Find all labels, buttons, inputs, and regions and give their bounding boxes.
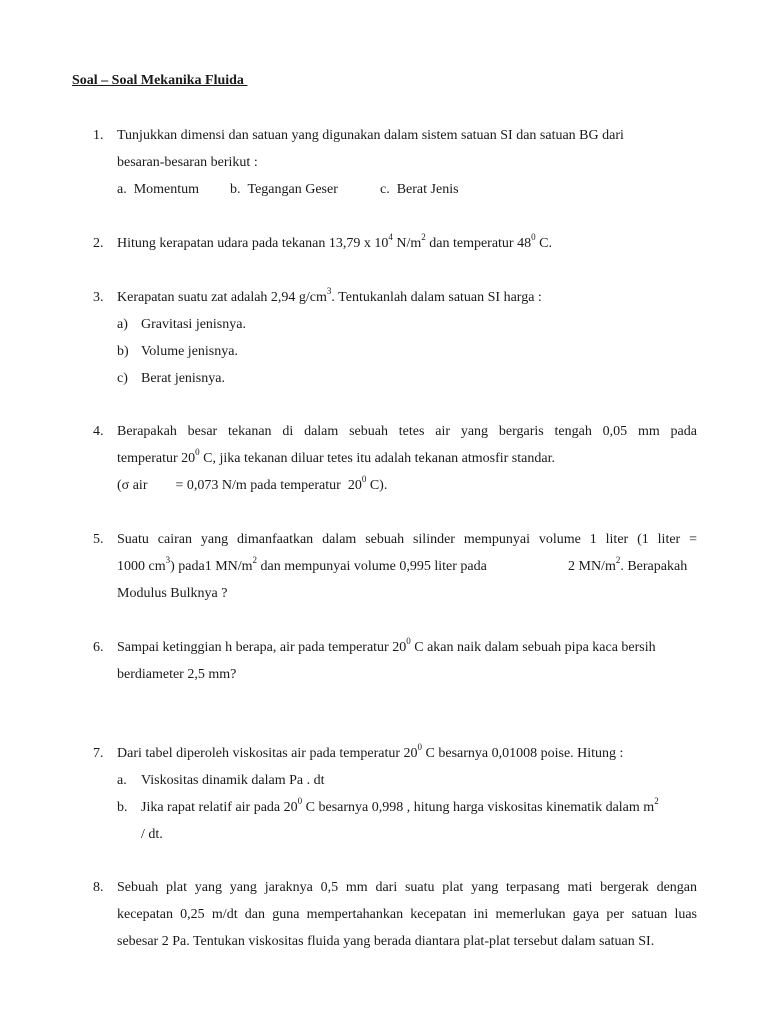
question-text: berdiameter 2,5 mm? [117, 667, 237, 682]
question-text: Kerapatan suatu zat adalah 2,94 $g/cm^3$. Tentukanlah dalam satuan SI harga : [117, 286, 542, 305]
page-title: Soal – Soal Mekanika Fluida [72, 73, 248, 88]
option-text: Berat Jenis [396, 182, 459, 197]
question-text: Tunjukkan dimensi dan satuan yang digunakan dalam sistem satuan SI dan satuan BG dari [117, 128, 624, 143]
question-text: Hitung kerapatan udara pada tekanan 13,79 x $10^4$ $N/m^2$ dan temperatur $48^0$ C. [117, 232, 552, 251]
question-number: 3. [93, 290, 104, 305]
question-number: 4. [93, 424, 104, 439]
question-number: 5. [93, 532, 104, 547]
list-item: b. Jika rapat relatif air pada $20^0$ C besarnya 0,998 , hitung harga viskositas kinematik dalam $m^2$ [117, 796, 659, 815]
list-item: c) Berat jenisnya. [117, 371, 225, 386]
list-item-continued: / dt. [141, 827, 163, 842]
option-c [380, 176, 459, 203]
option-text: Momentum [133, 182, 200, 197]
question-number: 8. [93, 880, 104, 895]
question-text: temperatur $20^0$ C, jika tekanan diluar tetes itu adalah tekanan atmosfir standar. [117, 447, 555, 466]
question-text: Berapakah besar tekanan di dalam sebuah tetes air yang bergaris tengah 0,05 mm pada [117, 424, 697, 439]
question-text: Modulus Bulknya ? [117, 586, 228, 601]
list-item: a. Viskositas dinamik dalam Pa . dt [117, 773, 325, 788]
option-label: a. [117, 182, 127, 197]
question-text: kecepatan 0,25 m/dt dan guna mempertahankan kecepatan ini memerlukan gaya per satuan luas [117, 907, 697, 922]
question-number: 2. [93, 236, 104, 251]
question-text: Sampai ketinggian h berapa, air pada temperatur $20^0$ C akan naik dalam sebuah pipa kaca bersih [117, 636, 656, 655]
list-item: b) Volume jenisnya. [117, 344, 238, 359]
option-label: c. [380, 182, 390, 197]
question-text: 1000 $cm^3$) pada1 $MN/m^2$ dan mempunyai volume 0,995 liter pada 2 $MN/m^2$. Berapakah [117, 555, 688, 574]
question-number: 1. [93, 128, 104, 143]
question-text: Dari tabel diperoleh viskositas air pada temperatur $20^0$ C besarnya 0,01008 poise. Hitung : [117, 742, 624, 761]
question-text: Sebuah plat yang yang jaraknya 0,5 mm dari suatu plat yang terpasang mati bergerak dengan [117, 880, 697, 895]
question-text: besaran-besaran berikut : [117, 155, 258, 170]
question-text: Suatu cairan yang dimanfaatkan dalam sebuah silinder mempunyai volume 1 liter (1 liter = [117, 532, 697, 547]
option-text: Tegangan Geser [247, 182, 338, 197]
list-item: a) Gravitasi jenisnya. [117, 317, 246, 332]
option-label: b. [230, 182, 241, 197]
option-b [230, 176, 338, 203]
question-number: 7. [93, 746, 104, 761]
question-text: (σ air = 0,073 N/m pada temperatur $20^0$ C). [117, 474, 388, 493]
option-row [117, 176, 697, 203]
question-text: sebesar 2 Pa. Tentukan viskositas fluida yang berada diantara plat-plat tersebut dalam satuan SI. [117, 934, 655, 949]
question-number: 6. [93, 640, 104, 655]
option-a [117, 176, 199, 203]
